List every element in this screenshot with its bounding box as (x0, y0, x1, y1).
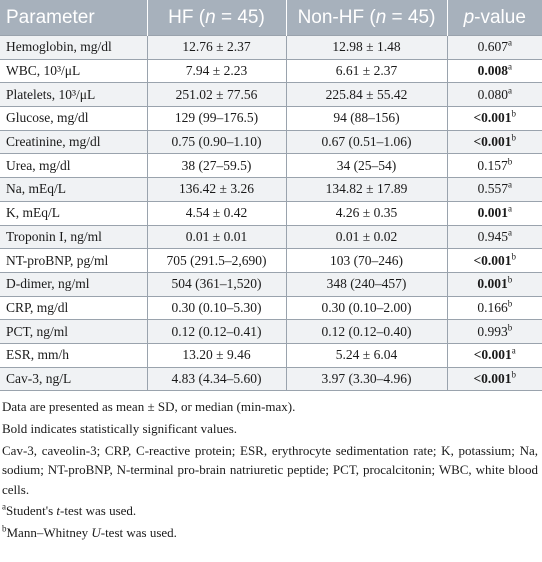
pvalue-footnote-mark: b (507, 298, 513, 309)
cell-parameter: ESR, mm/h (0, 343, 147, 367)
note-bold: Bold indicates statistically significant values. (2, 420, 238, 436)
pvalue-footnote-mark: b (511, 132, 517, 143)
cell-nonhf: 3.97 (3.30–4.96) (286, 367, 447, 391)
table-row (0, 367, 542, 391)
pvalue-footnote-mark: b (507, 156, 513, 167)
cell-nonhf: 0.30 (0.10–2.00) (286, 296, 447, 320)
cell-pvalue (447, 225, 542, 249)
table-row (0, 59, 542, 83)
table-row (0, 178, 542, 202)
cell-hf: 12.76 ± 2.37 (147, 36, 286, 60)
pvalue-text: 0.557 (477, 181, 508, 197)
cell-hf: 4.83 (4.34–5.60) (147, 367, 286, 391)
cell-parameter: Troponin I, ng/ml (0, 225, 147, 249)
cell-pvalue (447, 178, 542, 202)
pvalue-text: 0.607 (477, 39, 508, 55)
pvalue-text: <0.001 (473, 347, 512, 363)
cell-nonhf: 6.61 ± 2.37 (286, 59, 447, 83)
pvalue-footnote-mark: b (511, 108, 517, 119)
cell-nonhf: 5.24 ± 6.04 (286, 343, 447, 367)
table-row (0, 343, 542, 367)
cell-nonhf: 12.98 ± 1.48 (286, 36, 447, 60)
cell-pvalue (447, 130, 542, 154)
cell-nonhf: 0.01 ± 0.02 (286, 225, 447, 249)
pvalue-footnote-mark: a (507, 203, 512, 214)
pvalue-text: <0.001 (473, 110, 512, 126)
pvalue-text: 0.157 (477, 157, 508, 173)
header-hf-suffix: = 45) (215, 6, 265, 28)
pvalue-text: <0.001 (473, 252, 512, 268)
cell-hf: 129 (99–176.5) (147, 107, 286, 131)
cell-pvalue (447, 296, 542, 320)
cell-parameter: Creatinine, mg/dl (0, 130, 147, 154)
footnote-a-ital: t (56, 503, 60, 519)
cell-nonhf: 103 (70–246) (286, 249, 447, 273)
table-row (0, 83, 542, 107)
cell-parameter: NT-proBNP, pg/ml (0, 249, 147, 273)
header-p: p (463, 6, 475, 28)
pvalue-footnote-mark: a (507, 179, 512, 190)
cell-nonhf: 4.26 ± 0.35 (286, 201, 447, 225)
table-row (0, 107, 542, 131)
table-row (0, 272, 542, 296)
header-p-suffix: -value (474, 6, 526, 28)
footnote-a (2, 501, 538, 521)
footnote-b-ital: U (91, 524, 101, 540)
pvalue-footnote-mark: a (507, 37, 512, 48)
footnote-a-post: -test was used. (60, 503, 137, 519)
footnote-b-pre: Mann–Whitney (6, 524, 92, 540)
note-abbreviations: Cav-3, caveolin-3; CRP, C-reactive protein; ESR, erythrocyte sedimentation rate; K, potassium; Na, sodium; NT-proBNP, N-terminal pro-brain natriuretic peptide; PCT, procalcitonin; WBC, white blood cells. (2, 442, 538, 497)
cell-nonhf: 134.82 ± 17.89 (286, 178, 447, 202)
cell-hf: 4.54 ± 0.42 (147, 201, 286, 225)
cell-parameter: Hemoglobin, mg/dl (0, 36, 147, 60)
cell-pvalue (447, 83, 542, 107)
pvalue-footnote-mark: b (507, 274, 513, 285)
cell-hf: 0.12 (0.12–0.41) (147, 320, 286, 344)
table-row (0, 130, 542, 154)
header-nonhf-prefix: Non-HF ( (297, 6, 376, 28)
cell-parameter: D-dimer, ng/ml (0, 272, 147, 296)
pvalue-text: 0.001 (477, 205, 508, 221)
cell-pvalue (447, 249, 542, 273)
pvalue-text: 0.080 (477, 86, 508, 102)
cell-parameter: Cav-3, ng/L (0, 367, 147, 391)
footnote-b-mark: b (2, 523, 7, 534)
pvalue-footnote-mark: a (507, 85, 512, 96)
cell-hf: 504 (361–1,520) (147, 272, 286, 296)
cell-hf: 0.75 (0.90–1.10) (147, 130, 286, 154)
header-hf-prefix: HF ( (168, 6, 206, 28)
pvalue-text: 0.001 (477, 276, 508, 292)
table-notes (0, 391, 542, 542)
table-row (0, 320, 542, 344)
cell-pvalue (447, 320, 542, 344)
cell-parameter: K, mEq/L (0, 201, 147, 225)
pvalue-footnote-mark: a (507, 61, 512, 72)
cell-hf: 0.30 (0.10–5.30) (147, 296, 286, 320)
cell-parameter: Urea, mg/dl (0, 154, 147, 178)
pvalue-text: <0.001 (473, 134, 512, 150)
cell-pvalue (447, 154, 542, 178)
cell-pvalue (447, 201, 542, 225)
header-nonhf-suffix: = 45) (386, 6, 436, 28)
cell-hf: 13.20 ± 9.46 (147, 343, 286, 367)
pvalue-footnote-mark: b (511, 369, 517, 380)
header-nonhf (286, 0, 447, 36)
footnote-a-mark: a (2, 501, 6, 512)
header-hf (147, 0, 286, 36)
cell-hf: 136.42 ± 3.26 (147, 178, 286, 202)
pvalue-text: 0.008 (477, 63, 508, 79)
cell-nonhf: 0.12 (0.12–0.40) (286, 320, 447, 344)
header-parameter: Parameter (0, 0, 147, 36)
cell-nonhf: 0.67 (0.51–1.06) (286, 130, 447, 154)
header-hf-n: n (205, 6, 216, 28)
cell-hf: 0.01 ± 0.01 (147, 225, 286, 249)
header-pvalue (447, 0, 542, 36)
cell-hf: 38 (27–59.5) (147, 154, 286, 178)
cell-nonhf: 348 (240–457) (286, 272, 447, 296)
table-row (0, 36, 542, 60)
pvalue-text: 0.993 (477, 323, 508, 339)
table-row (0, 296, 542, 320)
cell-pvalue (447, 272, 542, 296)
table-header (0, 0, 542, 36)
table-row (0, 154, 542, 178)
cell-hf: 705 (291.5–2,690) (147, 249, 286, 273)
cell-nonhf: 94 (88–156) (286, 107, 447, 131)
footnote-a-pre: Student's (6, 503, 57, 519)
cell-parameter: PCT, ng/ml (0, 320, 147, 344)
pvalue-footnote-mark: a (511, 345, 516, 356)
cell-parameter: WBC, 10³/μL (0, 59, 147, 83)
cell-nonhf: 225.84 ± 55.42 (286, 83, 447, 107)
footnote-b (2, 523, 538, 543)
pvalue-footnote-mark: b (507, 322, 513, 333)
cell-pvalue (447, 59, 542, 83)
pvalue-text: 0.945 (477, 228, 508, 244)
table-row (0, 225, 542, 249)
note-presented: Data are presented as mean ± SD, or median (min-max). (2, 399, 296, 415)
header-nonhf-n: n (375, 6, 387, 28)
cell-parameter: CRP, mg/dl (0, 296, 147, 320)
cell-parameter: Glucose, mg/dl (0, 107, 147, 131)
cell-hf: 251.02 ± 77.56 (147, 83, 286, 107)
header-row (0, 0, 542, 36)
cell-pvalue (447, 367, 542, 391)
cell-nonhf: 34 (25–54) (286, 154, 447, 178)
pvalue-text: <0.001 (473, 370, 512, 386)
footnote-b-post: -test was used. (100, 524, 177, 540)
cell-hf: 7.94 ± 2.23 (147, 59, 286, 83)
cell-pvalue (447, 343, 542, 367)
pvalue-text: 0.166 (477, 299, 508, 315)
cell-pvalue (447, 107, 542, 131)
cell-parameter: Platelets, 10³/μL (0, 83, 147, 107)
table-body (0, 36, 542, 391)
cell-parameter: Na, mEq/L (0, 178, 147, 202)
pvalue-footnote-mark: a (507, 227, 512, 238)
table-row (0, 201, 542, 225)
table-row (0, 249, 542, 273)
cell-pvalue (447, 36, 542, 60)
pvalue-footnote-mark: b (511, 251, 517, 262)
